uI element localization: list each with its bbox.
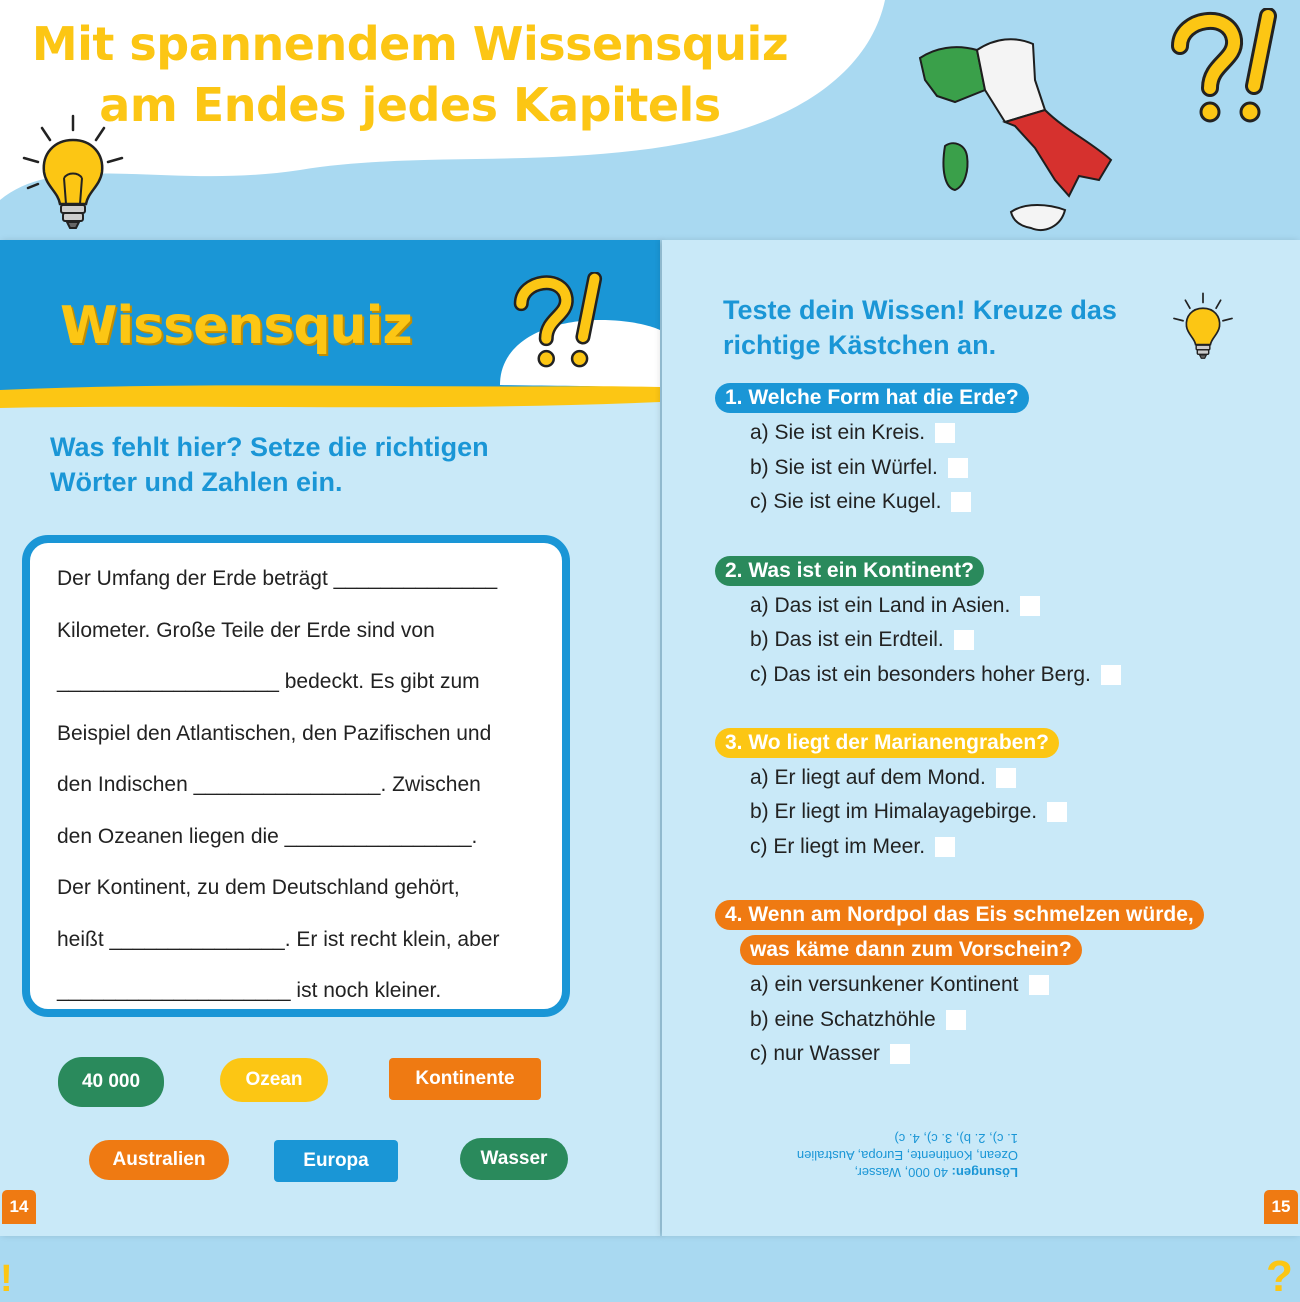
answer-text: b) Sie ist ein Würfel. [750, 456, 938, 479]
answer-checkbox[interactable] [1020, 596, 1040, 616]
cloze-line: ___________________ bedeckt. Es gibt zum [57, 670, 480, 693]
answer-checkbox[interactable] [935, 837, 955, 857]
answer-option [750, 973, 1049, 997]
italy-map-icon [915, 30, 1125, 240]
question-1-title: 1. Welche Form hat die Erde? [715, 383, 1029, 413]
word-chip-wasser: Wasser [460, 1138, 568, 1180]
cloze-text-box [22, 535, 570, 1017]
word-chip-40000: 40 000 [58, 1057, 164, 1107]
solution-line1 [748, 1164, 1018, 1181]
answer-text: a) ein versunkener Kontinent [750, 973, 1019, 996]
answer-text: c) Sie ist eine Kugel. [750, 490, 942, 513]
exclamation-icon: ! [0, 1258, 13, 1300]
answer-option [750, 594, 1040, 618]
solution-text [748, 1130, 1018, 1181]
answer-option [750, 456, 968, 480]
left-instruction-line1: Was fehlt hier? Setze die richtigen [50, 432, 489, 462]
cloze-line: ____________________ ist noch kleiner. [57, 979, 442, 1002]
answer-text: a) Er liegt auf dem Mond. [750, 766, 986, 789]
cloze-line: den Indischen ________________. Zwischen [57, 773, 481, 796]
answer-option [750, 835, 955, 859]
question-4-title-line1: 4. Wenn am Nordpol das Eis schmelzen würde, [715, 900, 1204, 930]
lightbulb-icon [1170, 290, 1236, 364]
cloze-line: Kilometer. Große Teile der Erde sind von [57, 619, 435, 642]
question-exclamation-icon [1170, 8, 1295, 128]
answer-checkbox[interactable] [951, 492, 971, 512]
question-3-title: 3. Wo liegt der Marianengraben? [715, 728, 1059, 758]
answer-option [750, 800, 1067, 824]
answer-text: b) Er liegt im Himalayagebirge. [750, 800, 1038, 823]
answer-option [750, 490, 971, 514]
answer-text: c) Er liegt im Meer. [750, 835, 926, 858]
answer-checkbox[interactable] [1101, 665, 1121, 685]
answer-text: c) Das ist ein besonders hoher Berg. [750, 663, 1091, 686]
solution-line3: 1. c), 2. b), 3. c), 4. c) [894, 1131, 1018, 1146]
question-exclamation-icon [510, 272, 620, 372]
quiz-title: Wissensquiz [60, 296, 412, 356]
banner-headline-line1: Mit spannendem Wissensquiz [31, 17, 789, 71]
right-instruction-line1: Teste dein Wissen! Kreuze das [723, 295, 1117, 325]
right-instruction-line2: richtige Kästchen an. [723, 330, 997, 360]
left-instruction-line2: Wörter und Zahlen ein. [50, 467, 343, 497]
word-chip-australien: Australien [89, 1140, 229, 1180]
answer-text: b) eine Schatzhöhle [750, 1008, 936, 1031]
solution-line1-text: 40 000, Wasser, [854, 1165, 952, 1180]
answer-checkbox[interactable] [1047, 802, 1067, 822]
cloze-line: den Ozeanen liegen die ________________. [57, 825, 478, 848]
question-2-title: 2. Was ist ein Kontinent? [715, 556, 984, 586]
answer-checkbox[interactable] [946, 1010, 966, 1030]
answer-checkbox[interactable] [948, 458, 968, 478]
word-chip-kontinente: Kontinente [389, 1058, 541, 1100]
word-chip-europa: Europa [274, 1140, 398, 1182]
answer-text: a) Das ist ein Land in Asien. [750, 594, 1011, 617]
answer-text: b) Das ist ein Erdteil. [750, 628, 944, 651]
answer-checkbox[interactable] [1029, 975, 1049, 995]
answer-checkbox[interactable] [890, 1044, 910, 1064]
answer-checkbox[interactable] [954, 630, 974, 650]
cloze-line: Der Kontinent, zu dem Deutschland gehört, [57, 876, 460, 899]
answer-option [750, 1042, 910, 1066]
answer-option [750, 766, 1016, 790]
cloze-line: Der Umfang der Erde beträgt ______________ [57, 567, 498, 590]
cloze-line: Beispiel den Atlantischen, den Pazifischen und [57, 722, 492, 745]
page-number-left: 14 [2, 1190, 36, 1224]
solution-line2: Ozean, Kontinente, Europa, Australien [796, 1148, 1018, 1163]
cloze-line: heißt _______________. Er ist recht klein, aber [57, 928, 500, 951]
answer-option [750, 663, 1121, 687]
answer-checkbox[interactable] [935, 423, 955, 443]
answer-option [750, 1008, 966, 1032]
banner-headline-line2: am Endes jedes Kapitels [99, 78, 721, 132]
answer-text: c) nur Wasser [750, 1042, 880, 1065]
lightbulb-icon [18, 108, 128, 238]
answer-text: a) Sie ist ein Kreis. [750, 421, 926, 444]
solution-label: Lösungen: [951, 1165, 1018, 1180]
question-4-title-line2: was käme dann zum Vorschein? [740, 935, 1082, 965]
answer-checkbox[interactable] [996, 768, 1016, 788]
answer-option [750, 421, 955, 445]
answer-option [750, 628, 974, 652]
question-mark-icon: ? [1266, 1252, 1293, 1301]
page-number-right: 15 [1264, 1190, 1298, 1224]
word-chip-ozean: Ozean [220, 1058, 328, 1102]
